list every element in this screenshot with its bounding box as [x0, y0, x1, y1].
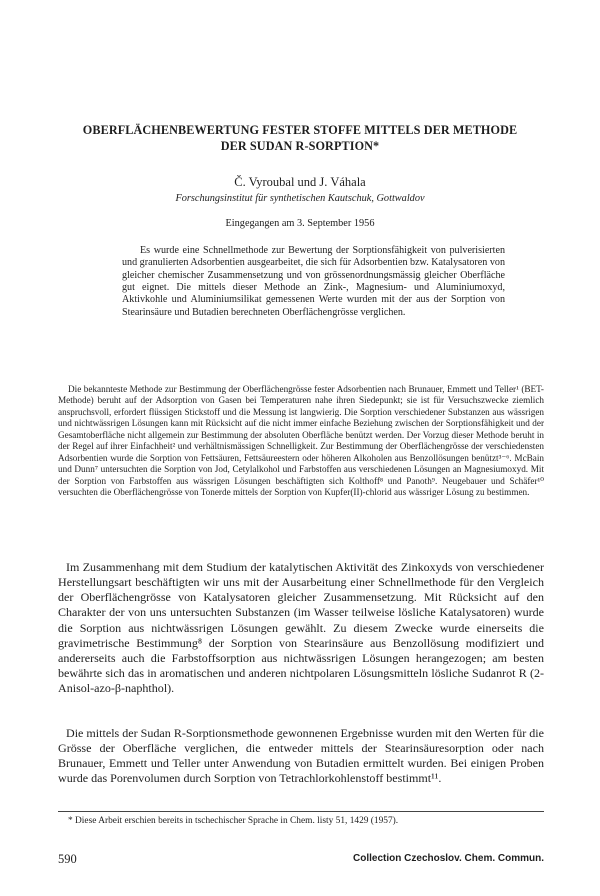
institute: Forschungsinstitut für synthetischen Kautschuk, Gottwaldov: [175, 193, 425, 204]
title-line-1: OBERFLÄCHENBEWERTUNG FESTER STOFFE MITTELS DER METHODE: [82, 123, 518, 137]
abstract: Es wurde eine Schnellmethode zur Bewertung der Sorptionsfähigkeit von pulverisierten und granulierten Adsorbentien ausgearbeitet, die sich für Adsorbentien bzw. Katalysatoren von gleicher chemischer Zusammensetzung und von grössenordnungsmässig gleicher Oberfläche gut eignet. Die mittels dieser Methode an Zink-, Magnesium- und Aluminiumoxyd, Aktivkohle und Aluminiumsilikat gemessenen Werte wurden mit der aus der Sorption von Stearinsäure und Butadien berechneten Oberflächengrösse verglichen.: [122, 245, 505, 318]
introduction-small-print: Die bekannteste Methode zur Bestimmung der Oberflächengrösse fester Adsorbentien nach Brunauer, Emmett und Teller¹ (BET-Methode) beruht auf der Adsorption von Gasen bei Temperaturen nahe ihren Siedepunkt; sie ist für Versuchszwecke ziemlich anspruchsvoll, erfordert flüssigen Stickstoff und die Messung ist langwierig. Die Sorption verschiedener Substanzen aus wässrigen und nichtwässrigen Lösungen kann mit Rücksicht auf die nicht immer einfache Beziehung zwischen der Sorptionsfähigkeit und der Gesamtoberfläche nicht allgemein zur Bestimmung der absoluten Oberfläche benützt werden. Der Vorzug dieser Methode beruht in der Regel auf ihrer Einfachheit² und verhältnismässigen Schnelligkeit. Zur Bestimmung der Oberflächengrösse der verschiedensten Adsorbentien wurde die Sorption von Fettsäuren, Fettsäureestern oder höheren Alkoholen aus Benzollösungen benützt³⁻⁶. McBain und Dunn⁷ untersuchten die Sorption von Jod, Cetylalkohol und Farbstoffen aus verschiedenen Lösungen an Magnesiumoxyd. Mit der Sorption von Farbstoffen aus wässrigen Lösungen beschäftigten sich Kolthoff⁸ und Panoth⁹. Neugebauer und Schäfer¹⁰ versuchten die Oberflächengrösse von Tonerde mittels der Sorption von Kupfer(II)-chlorid aus wässriger Lösung zu bestimmen.: [58, 384, 544, 498]
footnote: * Diese Arbeit erschien bereits in tschechischer Sprache in Chem. listy 51, 1429 (1957).: [68, 816, 399, 826]
title-line-2: DER SUDAN R-SORPTION*: [220, 139, 380, 153]
footnote-divider: [58, 811, 544, 812]
body-paragraph-1: Im Zusammenhang mit dem Studium der katalytischen Aktivität des Zinkoxyds von verschiedener Herstellungsart beschäftigten wir uns mit der Ausarbeitung einer Schnellmethode für den Vergleich der Oberflächengrösse von Katalysatoren gleicher Zusammensetzung. Mit Rücksicht auf den Charakter der von uns untersuchten Substanzen (im Wasser teilweise lösliche Katalysatoren) wurde die Sorption aus nichtwässrigen Lösungen gewählt. Zu diesem Zwecke wurde einerseits die gravimetrische Bestimmung⁸ der Sorption von Stearinsäure aus Benzollösung modifiziert und andererseits auch die Farbstoffsorption aus nichtwässrigen Lösungen herangezogen; am besten bewährte sich das in aromatischen und anderen nichtpolaren Lösungsmitteln lösliche Sudanrot R (2-Anisol-azo-β-naphthol).: [58, 560, 544, 696]
page-number: 590: [58, 852, 77, 866]
journal-name: Collection Czechoslov. Chem. Commun.: [353, 853, 544, 864]
paper-title: [50, 122, 550, 154]
body-paragraph-2: Die mittels der Sudan R-Sorptionsmethode gewonnenen Ergebnisse wurden mit den Werten für die Grösse der Oberfläche verglichen, die entweder mittels der Stearinsäuresorption oder nach Brunauer, Emmett und Teller unter Anwendung von Butadien ermittelt wurden. Bei einigen Proben wurde das Porenvolumen durch Sorption von Tetrachlorkohlenstoff bestimmt¹¹.: [58, 726, 544, 786]
authors: Č. Vyroubal und J. Váhala: [234, 175, 366, 189]
received-date: Eingegangen am 3. September 1956: [225, 218, 375, 229]
